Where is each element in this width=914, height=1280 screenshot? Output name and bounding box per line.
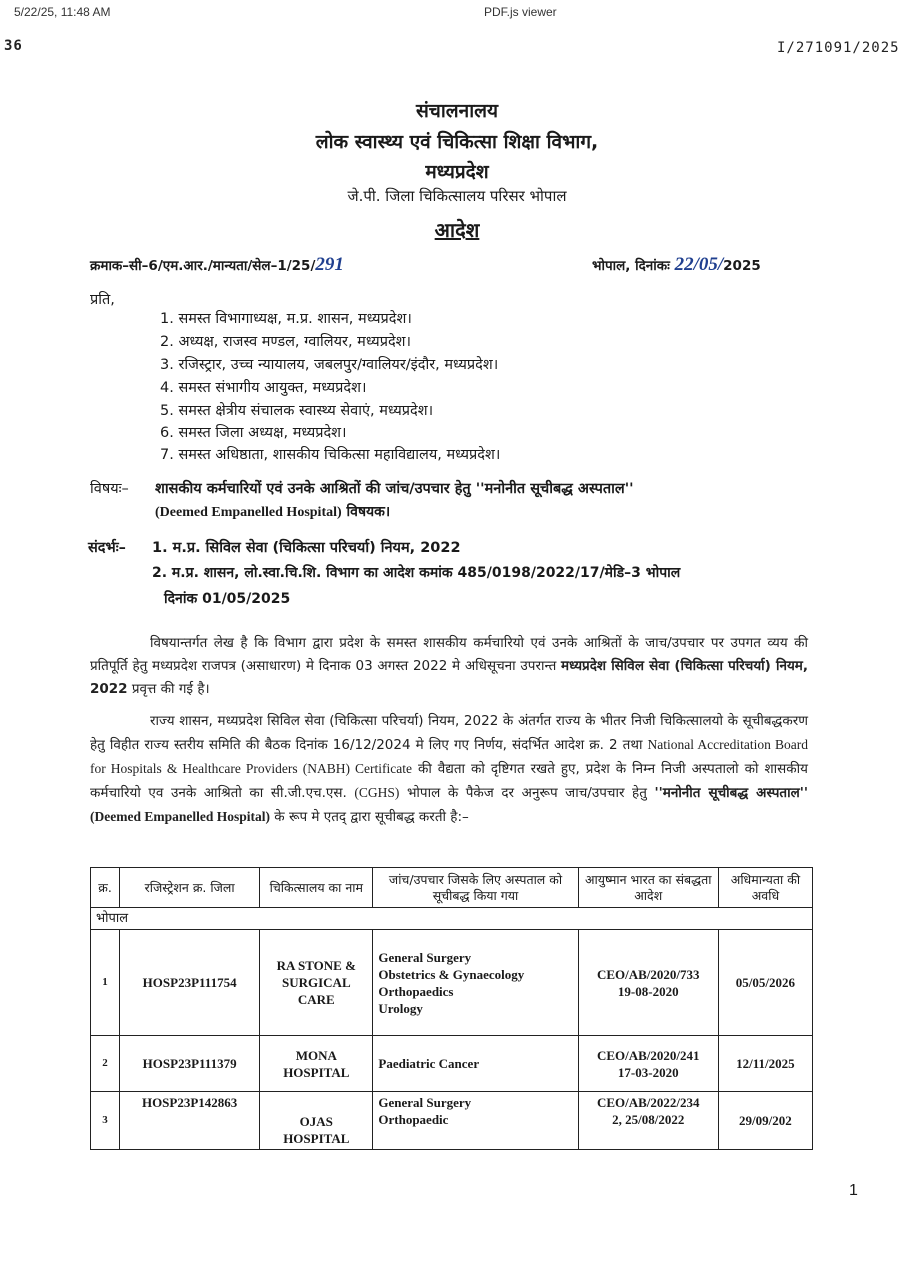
order-date-year: 2025 [723, 258, 761, 274]
row-treatments [373, 1092, 578, 1150]
col-header-registration: रजिस्ट्रेशन क्र. जिला [120, 868, 260, 908]
para2-text-4: के रूप मे एतद् द्वारा सूचीबद्ध करती है:– [270, 809, 469, 825]
reference-2: 2. म.प्र. शासन, लो.स्वा.चि.शि. विभाग का आदेश कमांक 485/0198/2022/17/मेडि–3 भोपाल [152, 565, 681, 581]
treatment-item: Obstetrics & Gynaecology [378, 966, 525, 982]
table-section-row [91, 908, 813, 930]
print-datetime: 5/22/25, 11:48 AM [14, 5, 111, 19]
table-row [91, 930, 813, 1036]
ab-order-number: CEO/AB/2020/241 [596, 1047, 700, 1063]
scan-file-number: I/271091/2025 [777, 40, 900, 56]
row-treatments [373, 1036, 578, 1092]
order-title: आदेश [434, 218, 480, 242]
row-validity: 29/09/202 [718, 1092, 812, 1150]
order-date-prefix: भोपाल, दिनांकः [592, 258, 670, 274]
references-label: संदर्भः– [88, 540, 126, 556]
section-district: भोपाल [91, 908, 813, 930]
recipient-item: 3. रजिस्ट्रार, उच्च न्यायालय, जबलपुर/ग्वालियर/इंदौर, मध्यप्रदेश। [160, 357, 499, 373]
table-header-row [91, 868, 813, 908]
recipient-item: 5. समस्त क्षेत्रीय संचालक स्वास्थ्य सेवाएं, मध्यप्रदेश। [160, 403, 434, 419]
table-row [91, 1036, 813, 1092]
row-hospital-name: MONA HOSPITAL [260, 1036, 373, 1092]
row-serial: 2 [91, 1036, 120, 1092]
para1-bold: मध्यप्रदेश सिविल सेवा (चिकित्सा परिचर्या) नियम, 2022 [90, 658, 808, 697]
row-treatments [373, 930, 578, 1036]
treatment-item: Urology [378, 1000, 423, 1016]
row-ab-order [578, 1036, 718, 1092]
ab-order-number: CEO/AB/2022/234 [596, 1095, 700, 1110]
row-ab-order [578, 930, 718, 1036]
row-registration: HOSP23P111754 [120, 930, 260, 1036]
row-hospital-name: OJAS HOSPITAL [260, 1092, 373, 1150]
hospital-table [90, 867, 813, 1150]
para2-cghs: (CGHS) [354, 785, 400, 800]
para2-text-3: भोपाल के पैकेज दर अनुरूप जाच/उपचार हेतु [399, 785, 655, 801]
para1-tail: प्रवृत्त की गई है। [127, 681, 210, 697]
recipient-item: 4. समस्त संभागीय आयुक्त, मध्यप्रदेश। [160, 380, 367, 396]
header-address: जे.पी. जिला चिकित्सालय परिसर भोपाल [347, 187, 567, 205]
order-number [90, 254, 344, 277]
ab-order-date: 19-08-2020 [617, 983, 679, 999]
row-validity: 12/11/2025 [718, 1036, 812, 1092]
header-directorate: संचालनालय [415, 100, 499, 122]
order-number-prefix: क्रमाक–सी–6/एम.आर./मान्यता/सेल–1/25/ [90, 258, 316, 274]
reference-2-date: दिनांक 01/05/2025 [164, 591, 291, 607]
para2-text-1: राज्य शासन, मध्यप्रदेश सिविल सेवा (चिकित्सा परिचर्या) नियम, 2022 के अंतर्गत राज्य के भीतर निजी चिकित्सालयो के सूचीबद्धकरण हेतु विहीत राज्य स्तरीय समिति की बैठक दिनांक 16/12/2024 मे लिए गए निर्णय, संदर्भित आदेश क्र. 2 तथा [90, 713, 808, 753]
col-header-validity: अधिमान्यता की अवधि [718, 868, 812, 908]
to-label: प्रति, [90, 292, 115, 308]
viewer-title: PDF.js viewer [484, 5, 557, 19]
row-ab-order [578, 1092, 718, 1150]
treatment-item: General Surgery [378, 1095, 472, 1110]
para2-bold-hindi: ''मनोनीत सूचीबद्ध अस्पताल'' [654, 785, 808, 801]
para2-nabh: National Accreditation Board for Hospitals & Healthcare Providers (NABH) Certificate [90, 737, 809, 776]
row-registration: HOSP23P111379 [120, 1036, 260, 1092]
scan-page-mark: 36 [4, 38, 23, 54]
treatment-item: Paediatric Cancer [378, 1056, 480, 1071]
para2-bold-english: (Deemed Empanelled Hospital) [90, 809, 270, 824]
col-header-hospital-name: चिकित्सालय का नाम [260, 868, 373, 908]
col-header-ab-order: आयुष्मान भारत का संबद्धता आदेश [578, 868, 718, 908]
col-header-serial: क्र. [91, 868, 120, 908]
order-date-handwritten: 22/05/ [674, 254, 724, 275]
paragraph-1 [90, 632, 808, 701]
ab-order-number: CEO/AB/2020/733 [596, 966, 700, 982]
treatment-item: Orthopaedics [378, 983, 454, 999]
row-serial: 3 [91, 1092, 120, 1150]
col-header-treatments: जांच/उपचार जिसके लिए अस्पताल को सूचीबद्ध किया गया [373, 868, 578, 908]
recipient-item: 1. समस्त विभागाध्यक्ष, म.प्र. शासन, मध्यप्रदेश। [160, 311, 412, 327]
para2-text-2: की वैद्यता को दृष्टिगत रखते हुए, प्रदेश के निम्न निजी अस्पतालो को शासकीय कर्मचारियो एव उनके आश्रितो का सी.जी.एच.एस. [90, 761, 808, 801]
para1-text: विषयान्तर्गत लेख है कि विभाग द्वारा प्रदेश के समस्त शासकीय कर्मचारियो एवं उनके आश्रितों के जाच/उपचार पर उपगत व्यय की प्रतिपूर्ति हेतु मध्यप्रदेश राजपत्र (असाधारण) मे दिनाक 03 अगस्त 2022 मे अधिसूचना उपरान्त [90, 635, 808, 674]
row-serial: 1 [91, 930, 120, 1036]
reference-1: 1. म.प्र. सिविल सेवा (चिकित्सा परिचर्या) नियम, 2022 [152, 540, 461, 556]
row-hospital-name: RA STONE & SURGICAL CARE [260, 930, 373, 1036]
subject-line-2 [155, 502, 390, 521]
recipient-item: 6. समस्त जिला अध्यक्ष, मध्यप्रदेश। [160, 425, 347, 441]
ab-order-date: 2, 25/08/2022 [612, 1112, 685, 1127]
recipient-item: 2. अध्यक्ष, राजस्व मण्डल, ग्वालियर, मध्यप्रदेश। [160, 334, 411, 350]
subject-english: (Deemed Empanelled Hospital) [155, 505, 342, 520]
subject-line: शासकीय कर्मचारियों एवं उनके आश्रितों की जांच/उपचार हेतु ''मनोनीत सूचीबद्ध अस्पताल'' [155, 481, 634, 497]
ab-order-date: 17-03-2020 [617, 1064, 679, 1080]
header-department: लोक स्वास्थ्य एवं चिकित्सा शिक्षा विभाग, [315, 131, 599, 153]
treatment-item: Orthopaedic [378, 1112, 449, 1127]
order-number-handwritten: 291 [315, 254, 344, 275]
header-state: मध्यप्रदेश [425, 161, 489, 183]
treatment-item: General Surgery [378, 949, 472, 965]
row-registration: HOSP23P142863 [120, 1092, 260, 1150]
subject-hindi-tail: विषयक। [341, 504, 391, 520]
paragraph-2 [90, 710, 808, 829]
recipient-item: 7. समस्त अधिष्ठाता, शासकीय चिकित्सा महाविद्यालय, मध्यप्रदेश। [160, 447, 501, 463]
row-validity: 05/05/2026 [718, 930, 812, 1036]
table-row [91, 1092, 813, 1150]
order-place-date [592, 254, 761, 277]
subject-label: विषयः– [90, 481, 129, 497]
page-number: 1 [849, 1182, 858, 1199]
